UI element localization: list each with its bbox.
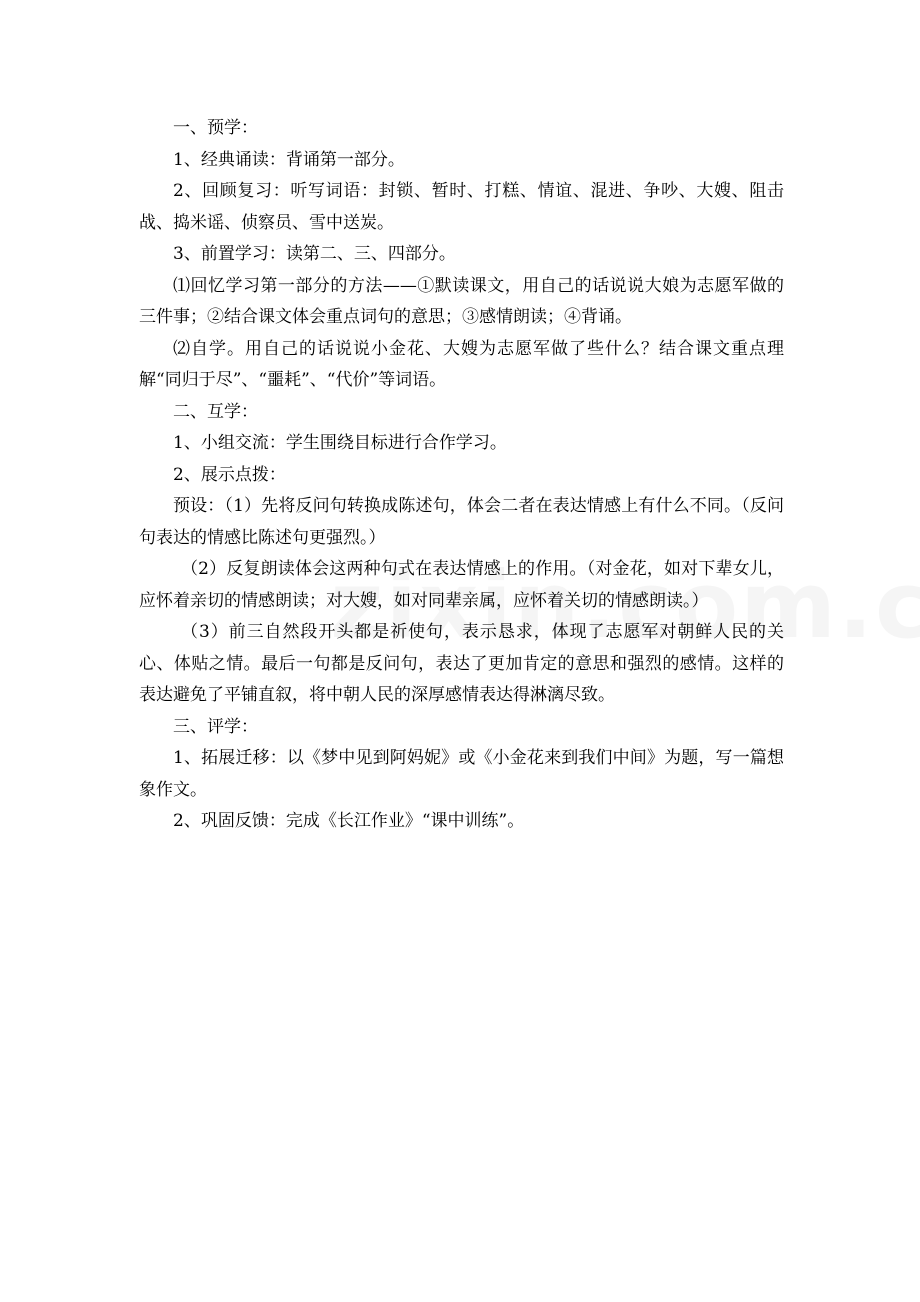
paragraph-classic-reading: 1、经典诵读：背诵第一部分。 — [173, 149, 405, 170]
paragraph-group-discussion: 1、小组交流：学生围绕目标进行合作学习。 — [173, 433, 507, 453]
paragraph-review: 2、回顾复习：听写词语：封锁、暂时、打糕、情谊、混进、争吵、大嫂、阻击战、捣米谣、侦察员、雪中送炭。 — [139, 181, 784, 233]
document-body — [139, 113, 784, 838]
paragraph-feedback: 2、巩固反馈：完成《长江作业》“课中训练”。 — [173, 811, 525, 831]
paragraph-display: 2、展示点拨： — [173, 464, 286, 485]
paragraph-self-study: ⑵自学。用自己的话说说小金花、大嫂为志愿军做了些什么？结合课文重点理解“同归于尽”、“噩耗”、“代价”等词语。 — [139, 338, 784, 390]
paragraph-preset-1: 预设：（1）先将反问句转换成陈述句，体会二者在表达情感上有什么不同。（反问句表达的情感比陈述句更强烈。） — [139, 496, 784, 548]
paragraph-extension: 1、拓展迁移：以《梦中见到阿妈妮》或《小金花来到我们中间》为题，写一篇想象作文。 — [139, 748, 784, 800]
paragraph-preset-3: （3）前三自然段开头都是祈使句，表示恳求，体现了志愿军对朝鲜人民的关心、体贴之情。最后一句都是反问句，表达了更加肯定的意思和强烈的感情。这样的表达避免了平铺直叙，将中朝人民的深厚感情表达得淋漓尽致。 — [139, 622, 784, 705]
paragraph-preset-2: （2）反复朗读体会这两种句式在表达情感上的作用。（对金花，如对下辈女儿，应怀着亲切的情感朗读；对大嫂，如对同辈亲属，应怀着关切的情感朗读。） — [139, 559, 784, 611]
section-heading-evaluation: 三、评学： — [173, 716, 258, 737]
paragraph-pre-study: 3、前置学习：读第二、三、四部分。 — [173, 244, 456, 264]
section-heading-mutual: 二、互学： — [173, 401, 258, 422]
section-heading-preview: 一、预学： — [173, 118, 258, 138]
paragraph-recall-method: ⑴回忆学习第一部分的方法——①默读课文，用自己的话说说大娘为志愿军做的三件事；②结合课文体会重点词句的意思；③感情朗读；④背诵。 — [139, 275, 784, 327]
